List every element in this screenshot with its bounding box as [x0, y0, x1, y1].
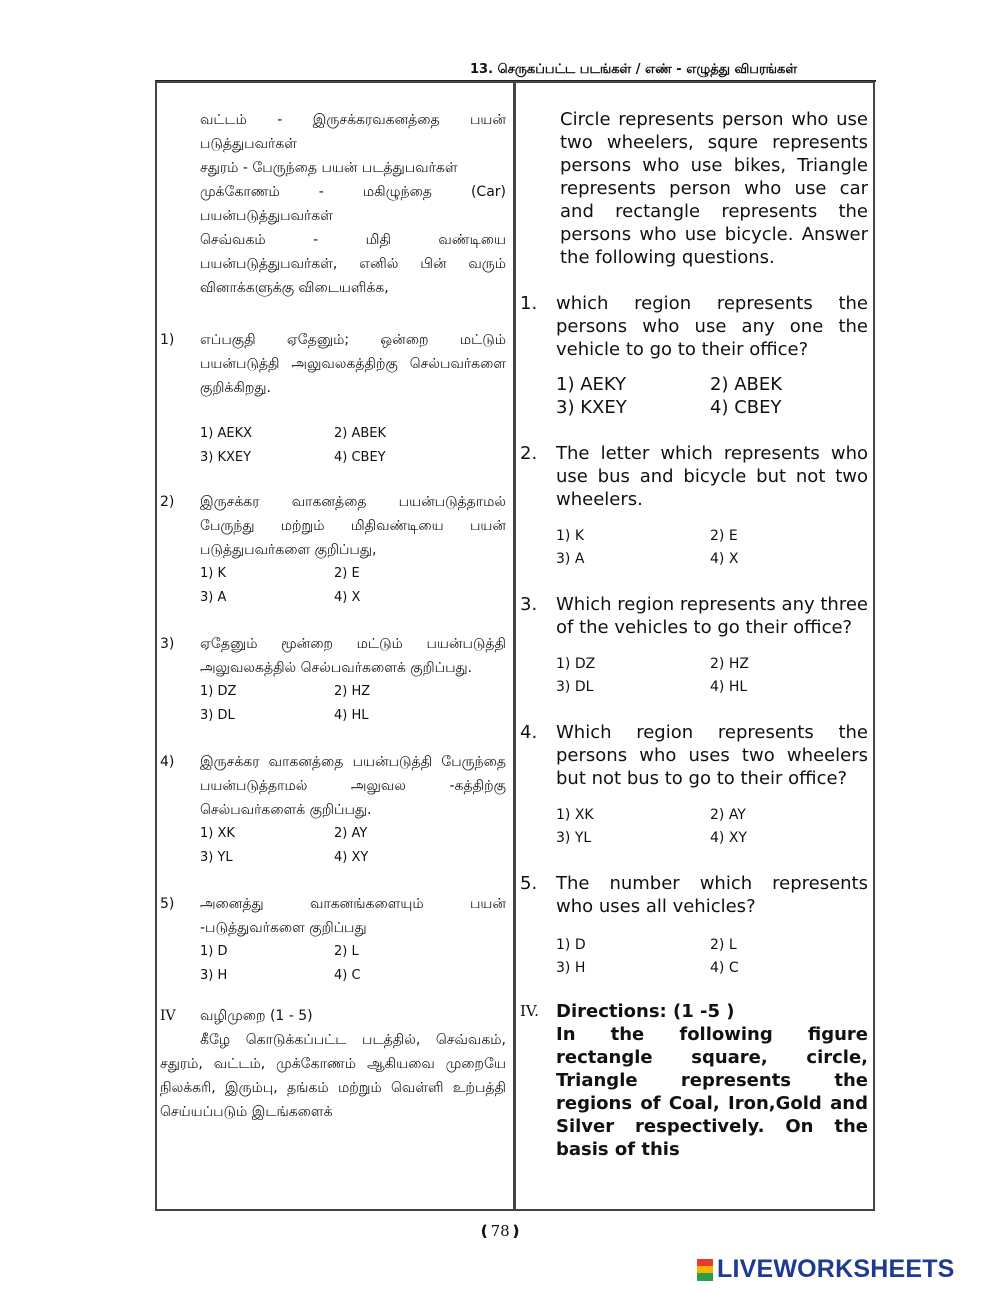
english-question-4	[520, 721, 868, 850]
option[interactable]: 1) D	[200, 944, 228, 959]
logo-icon	[697, 1259, 713, 1281]
brand-name: LIVEWORKSHEETS	[717, 1255, 955, 1283]
option[interactable]: 3) A	[200, 590, 227, 605]
option[interactable]: 4) X	[710, 551, 739, 567]
question-text: ஏதேனும் மூன்றை மட்டும் பயன்படுத்தி அலுவலகத்தில் செல்பவர்களைக் குறிப்பது.	[200, 636, 506, 676]
option[interactable]: 3) KXEY	[556, 397, 627, 418]
option[interactable]: 4) XY	[334, 850, 369, 865]
option[interactable]: 2) L	[334, 944, 359, 959]
options	[556, 373, 868, 419]
question-text: எப்பகுதி ஏதேனும்; ஒன்றை மட்டும் பயன்படுத்தி அலுவலகத்திற்கு செல்பவர்களை குறிக்கிறது.	[200, 332, 506, 396]
option[interactable]: 4) XY	[710, 830, 747, 846]
option[interactable]: 2) ABEK	[710, 374, 783, 395]
tamil-intro-2: சதுரம் - பேருந்தை பயன் படத்துபவர்கள்	[200, 160, 458, 176]
question-number: 2)	[160, 494, 175, 510]
tamil-intro-1: வட்டம் - இருசக்கரவகனத்தை பயன் படுத்துபவர்கள்	[200, 112, 506, 152]
option[interactable]: 1) DZ	[556, 656, 596, 672]
tamil-question-4	[160, 750, 506, 870]
section-number: IV.	[520, 1002, 539, 1020]
section-text: In the following figure rectangle square, circle, Triangle represents the regions of Coal, Iron,Gold and Silver respectively. On the basis of this	[556, 1024, 868, 1160]
option[interactable]: 1) AEKY	[556, 374, 627, 395]
option[interactable]: 1) K	[200, 566, 226, 581]
option[interactable]: 3) YL	[200, 850, 233, 865]
question-number: 1.	[520, 293, 538, 314]
options	[556, 525, 868, 571]
question-number: 4)	[160, 754, 175, 770]
option[interactable]: 3) H	[556, 960, 586, 976]
option[interactable]: 3) KXEY	[200, 450, 252, 465]
option[interactable]: 2) HZ	[334, 684, 371, 699]
page-number: ❪78❫	[478, 1222, 523, 1240]
question-number: 2.	[520, 443, 538, 464]
question-number: 4.	[520, 722, 538, 743]
tamil-intro-3: முக்கோணம் - மகிழுந்தை (Car) பயன்படுத்துபவர்கள்	[200, 184, 506, 224]
question-number: 5.	[520, 873, 538, 894]
section-heading: Directions: (1 -5 )	[556, 1001, 735, 1022]
question-number: 3)	[160, 636, 175, 652]
options	[200, 940, 506, 988]
options	[200, 562, 506, 610]
tamil-section-iv	[160, 1004, 506, 1028]
option[interactable]: 3) A	[556, 551, 585, 567]
question-number: 1)	[160, 332, 175, 348]
question-text: The number which represents who uses all vehicles?	[556, 873, 868, 917]
option[interactable]: 2) AY	[710, 807, 746, 823]
option[interactable]: 4) CBEY	[334, 450, 386, 465]
english-question-5	[520, 872, 868, 980]
option[interactable]: 2) E	[334, 566, 360, 581]
english-intro: Circle represents person who use two wheelers, squre represents persons who use bikes, Triangle represents person who use car and rectangle represents the persons who use bicycle. Answer the following questions.	[560, 109, 868, 268]
option[interactable]: 4) HL	[334, 708, 369, 723]
option[interactable]: 3) DL	[556, 679, 594, 695]
question-number: 5)	[160, 896, 175, 912]
tamil-question-1	[160, 328, 506, 470]
option[interactable]: 1) AEKX	[200, 426, 253, 441]
liveworksheets-logo	[697, 1255, 955, 1284]
column-divider	[513, 81, 516, 1211]
question-text: Which region represents any three of the vehicles to go their office?	[556, 594, 868, 638]
options	[556, 653, 868, 699]
english-question-3	[520, 593, 868, 699]
option[interactable]: 1) XK	[200, 826, 235, 841]
tamil-question-2	[160, 490, 506, 610]
option[interactable]: 4) C	[710, 960, 739, 976]
options	[556, 934, 868, 980]
option[interactable]: 4) CBEY	[710, 397, 782, 418]
option[interactable]: 3) DL	[200, 708, 235, 723]
section-text: கீழே கொடுக்கப்பட்ட படத்தில், செவ்வகம், சதுரம், வட்டம், முக்கோணம் ஆகியவை முறையே நிலக்கரி, இரும்பு, தங்கம் மற்றும் வெள்ளி உற்பத்தி செய்யப்படும் இடங்களைக்	[160, 1032, 506, 1120]
options	[200, 680, 506, 728]
option[interactable]: 2) E	[710, 528, 738, 544]
options	[200, 422, 506, 470]
question-text: which region represents the persons who use any one the vehicle to go to their office?	[556, 293, 868, 360]
question-text: The letter which represents who use bus and bicycle but not two wheelers.	[556, 443, 868, 510]
option[interactable]: 1) DZ	[200, 684, 237, 699]
tamil-question-3	[160, 632, 506, 728]
options	[200, 822, 506, 870]
option[interactable]: 1) XK	[556, 807, 594, 823]
tamil-question-5	[160, 892, 506, 988]
tamil-column	[160, 108, 506, 1124]
question-text: இருசக்கர வாகனத்தை பயன்படுத்தி பேருந்தை பயன்படுத்தாமல் அலுவல -கத்திற்கு செல்பவர்களைக் குறிப்பது.	[200, 754, 506, 818]
english-column	[520, 108, 868, 1161]
options	[556, 804, 868, 850]
option[interactable]: 2) HZ	[710, 656, 749, 672]
option[interactable]: 3) YL	[556, 830, 592, 846]
option[interactable]: 4) HL	[710, 679, 748, 695]
english-section-iv	[520, 1000, 868, 1161]
option[interactable]: 4) X	[334, 590, 361, 605]
page-header: 13. செருகப்பட்ட படங்கள் / எண் - எழுத்து விபரங்கள்	[470, 62, 798, 77]
option[interactable]: 3) H	[200, 968, 228, 983]
question-text: Which region represents the persons who uses two wheelers but not bus to go to their office?	[556, 722, 868, 789]
question-text: இருசக்கர வாகனத்தை பயன்படுத்தாமல் பேருந்து மற்றும் மிதிவண்டியை பயன் படுத்துபவர்களை குறிப்பது,	[200, 494, 506, 558]
tamil-intro-4: செவ்வகம் - மிதி வண்டியை பயன்படுத்துபவர்கள், எனில் பின் வரும் வினாக்களுக்கு விடையளிக்க,	[200, 232, 506, 296]
option[interactable]: 2) ABEK	[334, 426, 387, 441]
english-question-2	[520, 442, 868, 571]
english-question-1	[520, 292, 868, 419]
option[interactable]: 2) AY	[334, 826, 368, 841]
question-number: 3.	[520, 594, 538, 615]
option[interactable]: 4) C	[334, 968, 361, 983]
option[interactable]: 1) D	[556, 937, 586, 953]
question-text: அனைத்து வாகனங்களையும் பயன் -படுத்துவர்களை குறிப்பது	[200, 896, 506, 936]
option[interactable]: 1) K	[556, 528, 584, 544]
section-heading: வழிமுறை (1 - 5)	[200, 1008, 313, 1024]
section-number: IV	[160, 1008, 176, 1024]
option[interactable]: 2) L	[710, 937, 737, 953]
